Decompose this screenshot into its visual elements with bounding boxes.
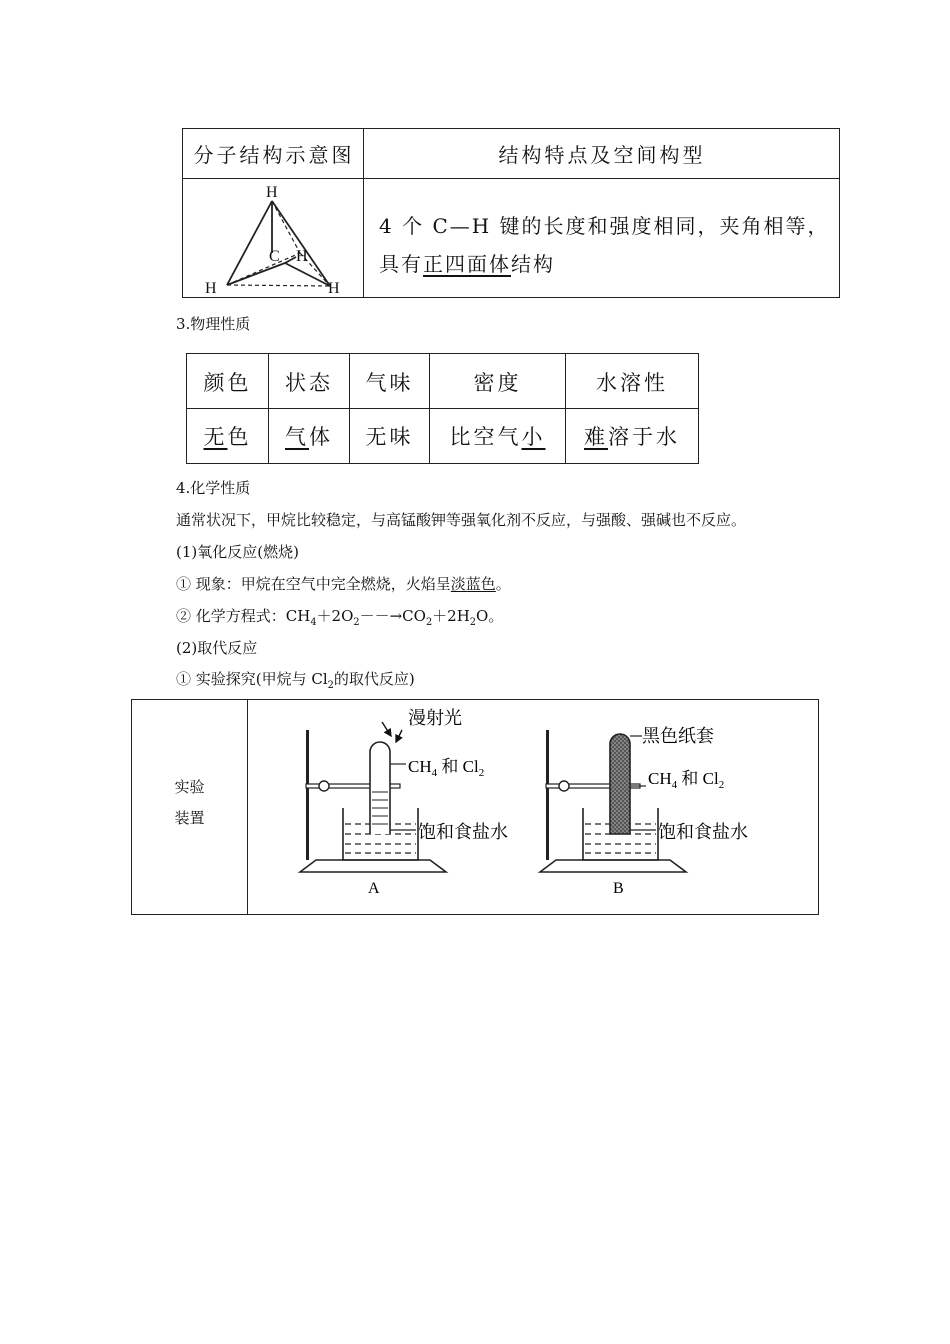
label-diffuse-light: 漫射光 xyxy=(408,708,462,729)
text: 的取代反应) xyxy=(333,670,415,688)
stand-rod xyxy=(546,730,549,860)
description-line xyxy=(379,245,834,283)
cell-color xyxy=(187,421,268,451)
paragraph-general: 通常状况下，甲烷比较稳定，与高锰酸钾等强氧化剂不反应，与强酸、强碱也不反应。 xyxy=(176,511,747,529)
label-line: 装置 xyxy=(174,809,205,827)
phenomenon-line xyxy=(176,574,511,594)
header-molecular-diagram: 分子结构示意图 xyxy=(193,143,355,167)
subscript: 2 xyxy=(425,617,433,628)
stand-base xyxy=(540,860,686,872)
label-black-cover: 黑色纸套 xyxy=(642,726,714,747)
structure-table xyxy=(182,128,840,298)
experiment-line xyxy=(176,669,415,696)
atom-label: H xyxy=(205,280,217,297)
header-color: 颜色 xyxy=(203,371,252,395)
covered-test-tube xyxy=(610,734,630,834)
text: O。 xyxy=(476,607,504,625)
subscript: 2 xyxy=(353,617,360,628)
cell-solubility xyxy=(566,421,698,451)
subscript: 4 xyxy=(310,617,317,628)
stand-rod xyxy=(306,730,309,860)
text: ① 实验探究(甲烷与 Cl xyxy=(176,670,328,688)
label-saline: 饱和食盐水 xyxy=(658,822,748,843)
header-odor: 气味 xyxy=(365,371,414,395)
atom-label: C xyxy=(269,248,280,265)
cell-state xyxy=(269,421,349,451)
header-structure-features: 结构特点及空间构型 xyxy=(498,143,706,167)
text: 结构 xyxy=(511,252,555,276)
atom-label: H xyxy=(328,280,340,297)
section-heading-physical: 3.物理性质 xyxy=(176,315,251,333)
text: 比空气 xyxy=(449,425,522,449)
answer-underlined: 淡蓝色 xyxy=(450,575,496,593)
header-solubility: 水溶性 xyxy=(596,371,668,395)
atom-label: H xyxy=(266,184,278,201)
label-gas: $CH_4$ 和 $Cl_2$ xyxy=(408,757,485,779)
text: －－→CO xyxy=(359,607,426,625)
subheading-substitution: (2)取代反应 xyxy=(176,639,258,657)
apparatus-table xyxy=(131,699,819,915)
caption-b: B xyxy=(613,880,624,897)
text: 体 xyxy=(309,425,333,449)
apparatus-a xyxy=(300,708,508,897)
answer-underlined: 难 xyxy=(584,425,608,449)
structure-description xyxy=(379,207,834,283)
answer-underlined: 气 xyxy=(285,425,309,449)
subscript: 2 xyxy=(469,617,477,628)
text: ＋2O xyxy=(316,607,354,625)
apparatus-label xyxy=(132,772,247,834)
header-state: 状态 xyxy=(285,371,333,395)
table-divider xyxy=(363,129,364,297)
light-arrow xyxy=(396,730,402,742)
text: ＋2H xyxy=(432,607,470,625)
light-arrow xyxy=(382,722,391,736)
cell-density xyxy=(430,421,565,451)
test-tube xyxy=(370,742,390,834)
dashed-edge xyxy=(272,201,300,253)
bond-line xyxy=(285,257,296,263)
label-gas: $CH_4$ 和 $Cl_2$ xyxy=(648,769,725,791)
stand-base xyxy=(300,860,446,872)
text: 色 xyxy=(227,425,252,449)
cell-odor: 无味 xyxy=(365,425,414,449)
bond-line xyxy=(272,201,330,286)
table-divider xyxy=(187,408,698,409)
bond-line xyxy=(227,201,272,285)
section-heading-chemical: 4.化学性质 xyxy=(176,479,251,497)
label-line: 实验 xyxy=(174,778,205,796)
text: 溶于水 xyxy=(608,425,680,449)
table-divider xyxy=(183,178,839,179)
bond-line xyxy=(285,263,330,286)
apparatus-b xyxy=(540,726,748,897)
clamp-screw xyxy=(559,781,569,791)
subscript: 2 xyxy=(327,680,334,691)
text: ② 化学方程式：CH xyxy=(176,607,311,625)
text: 具有 xyxy=(379,252,423,276)
apparatus-diagram xyxy=(248,700,818,914)
answer-underlined: 小 xyxy=(521,425,546,449)
text: ① 现象：甲烷在空气中完全燃烧，火焰呈 xyxy=(176,575,451,593)
physical-properties-table xyxy=(186,353,699,464)
description-line: 4 个 C—H 键的长度和强度相同，夹角相等， xyxy=(379,214,830,238)
answer-underlined: 正四面体 xyxy=(423,252,511,276)
text: 。 xyxy=(495,575,511,593)
atom-label: H xyxy=(296,248,308,265)
dashed-edge xyxy=(227,285,330,286)
header-density: 密度 xyxy=(473,371,522,395)
label-saline: 饱和食盐水 xyxy=(418,822,508,843)
equation-line xyxy=(176,606,503,633)
methane-tetrahedron-diagram xyxy=(197,181,357,299)
caption-a: A xyxy=(368,880,380,897)
subheading-oxidation: (1)氧化反应(燃烧) xyxy=(176,543,299,561)
answer-underlined: 无 xyxy=(203,425,228,449)
clamp-screw xyxy=(319,781,329,791)
